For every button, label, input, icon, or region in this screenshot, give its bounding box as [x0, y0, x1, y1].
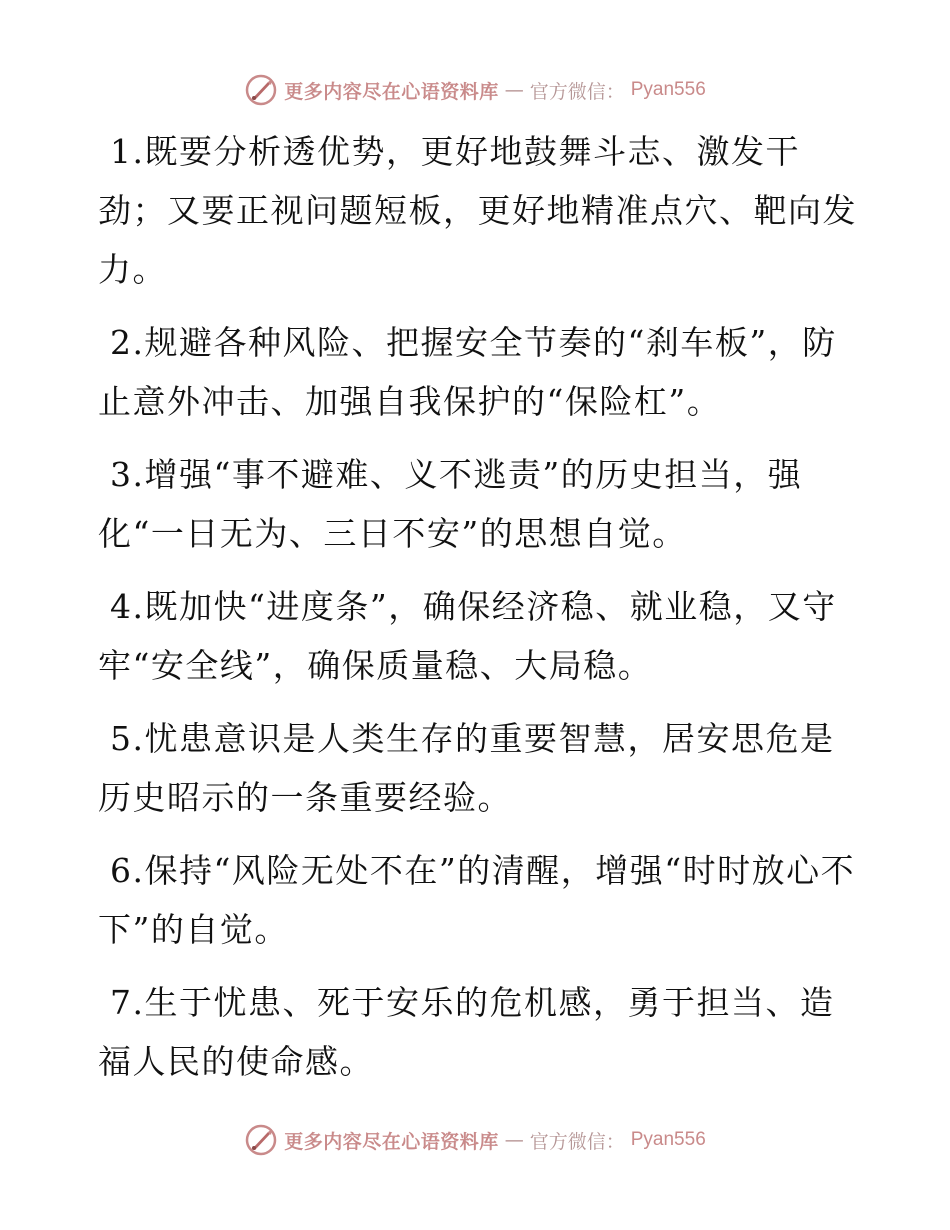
watermark-separator: —	[504, 1129, 524, 1151]
quote-item-1: 1.既要分析透优势，更好地鼓舞斗志、激发干劲；又要正视问题短板，更好地精准点穴、靶向发力。	[98, 132, 857, 289]
header-watermark	[0, 70, 950, 110]
quote-list	[98, 122, 858, 1105]
quote-item-5: 5.忧患意识是人类生存的重要智慧，居安思危是历史昭示的一条重要经验。	[98, 719, 835, 817]
quill-pen-icon	[244, 73, 278, 107]
quote-item-2: 2.规避各种风险、把握安全节奏的“刹车板”，防止意外冲击、加强自我保护的“保险杠”。	[98, 323, 837, 421]
quote-item-4: 4.既加快“进度条”，确保经济稳、就业稳，又守牢“安全线”，确保质量稳、大局稳。	[98, 587, 837, 685]
watermark-brand: 更多内容尽在心语资料库	[284, 1130, 499, 1153]
quote-item-7: 7.生于忧患、死于安乐的危机感，勇于担当、造福人民的使命感。	[98, 983, 835, 1081]
quote-item-6: 6.保持“风险无处不在”的清醒，增强“时时放心不下”的自觉。	[98, 851, 856, 949]
watermark-brand: 更多内容尽在心语资料库	[284, 80, 499, 103]
quill-pen-icon	[244, 1123, 278, 1157]
watermark-separator: —	[504, 79, 524, 101]
watermark-wechat-label: 官方微信：	[529, 80, 625, 103]
footer-watermark	[0, 1120, 950, 1160]
watermark-wechat-id: Pyan556	[630, 79, 706, 100]
watermark-wechat-id: Pyan556	[630, 1129, 706, 1150]
watermark-wechat-label: 官方微信：	[529, 1130, 625, 1153]
quote-item-3: 3.增强“事不避难、义不逃责”的历史担当，强化“一日无为、三日不安”的思想自觉。	[98, 455, 803, 553]
